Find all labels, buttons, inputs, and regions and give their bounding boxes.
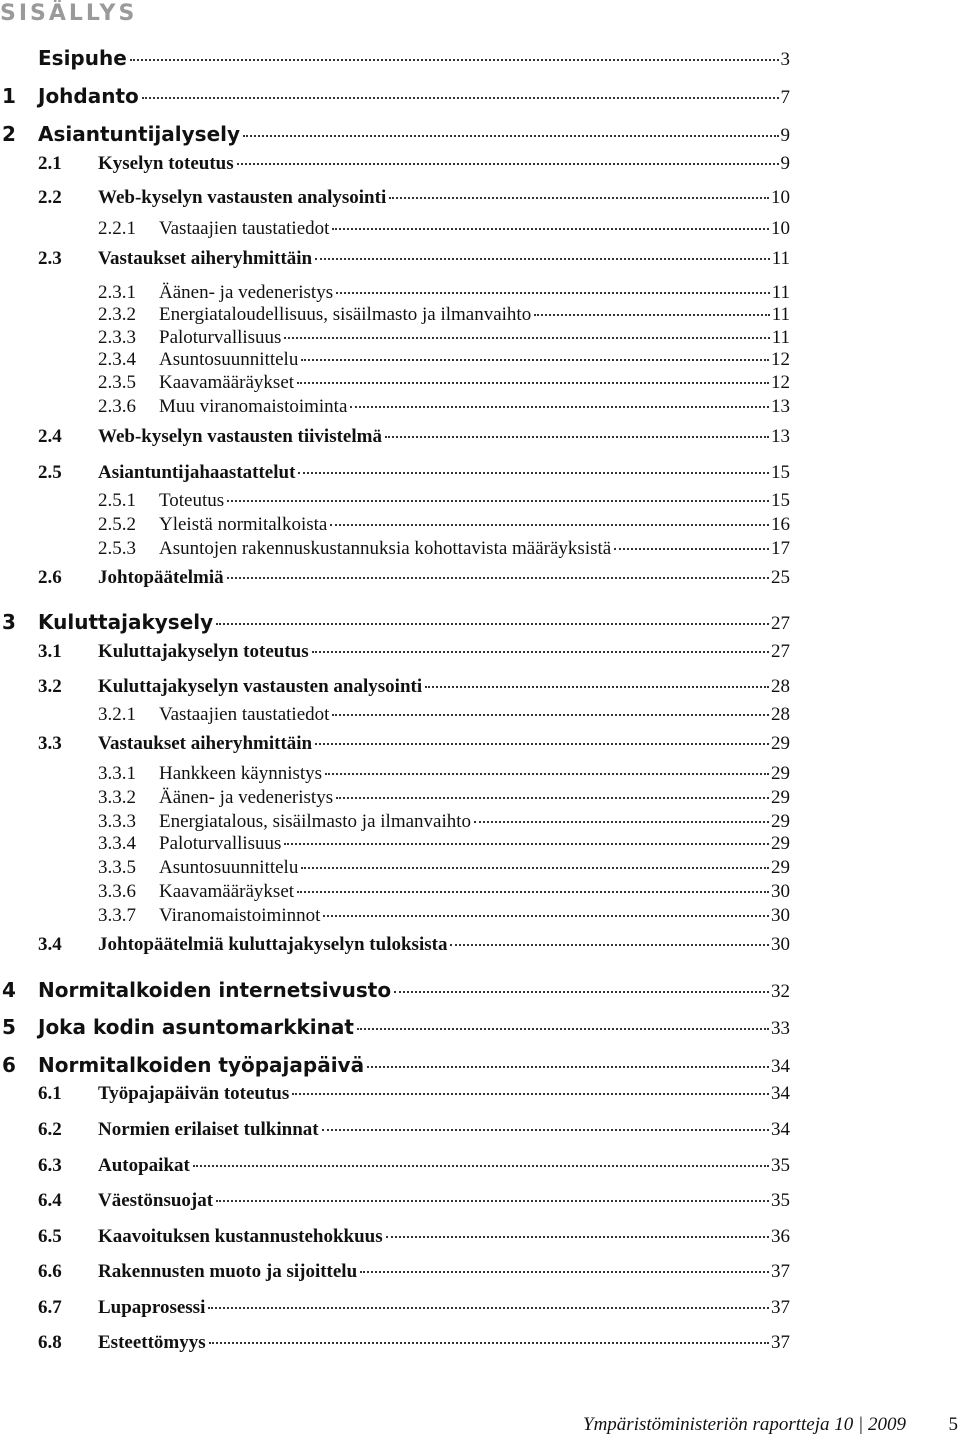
toc-entry-number: 2.5 [38,462,62,483]
toc-entry-title: Esipuhe [38,46,127,70]
dot-leader [243,135,778,137]
toc-entry-page: 11 [771,304,790,325]
dot-leader [284,337,769,339]
toc-entry-page: 11 [771,327,790,348]
dot-leader [322,1129,769,1131]
dot-leader [474,821,769,823]
toc-entry[interactable] [98,833,790,855]
dot-leader [389,197,769,199]
toc-entry[interactable] [38,248,790,270]
toc-entry-page: 27 [771,613,790,634]
toc-entry-page: 10 [771,187,790,208]
toc-entry-number: 6.7 [38,1297,62,1318]
toc-entry[interactable] [38,934,790,956]
toc-entry-title: Asuntosuunnittelu [159,857,299,878]
toc-entry-number: 2.3.3 [98,327,136,348]
toc-entry-page: 16 [771,514,790,535]
dot-leader [385,436,769,438]
toc-entry[interactable] [2,1015,790,1040]
toc-entry-number: 2.3.1 [98,282,136,303]
toc-entry-page: 11 [771,282,790,303]
toc-entry[interactable] [98,282,790,304]
dot-leader [292,1093,769,1095]
toc-entry-title: Energiatalous, sisäilmasto ja ilmanvaihto [159,811,472,832]
toc-entry-number: 3.4 [38,934,62,955]
toc-entry[interactable] [98,538,790,560]
toc-entry-page: 33 [771,1018,790,1039]
toc-entry-page: 10 [771,218,790,239]
toc-entry-page: 29 [771,763,790,784]
dot-leader [297,891,769,893]
toc-entry-title: Asiantuntijahaastattelut [98,462,296,483]
toc-entry-page: 30 [771,881,790,902]
toc-entry-title: Web-kyselyn vastausten tiivistelmä [98,426,382,447]
dot-leader [394,991,769,993]
toc-entry[interactable] [38,1226,790,1248]
dot-leader [336,797,769,799]
toc-entry[interactable] [38,733,790,755]
toc-entry[interactable] [98,787,790,809]
toc-entry-number: 6.8 [38,1332,62,1353]
toc-entry-page: 29 [771,811,790,832]
toc-entry-page: 37 [771,1261,790,1282]
toc-entry[interactable] [2,1053,790,1078]
toc-heading: SISÄLLYS [0,1,138,26]
toc-entry-title: Normitalkoiden työpajapäivä [38,1053,365,1077]
toc-entry-page: 9 [780,153,790,174]
toc-entry[interactable] [98,304,790,326]
toc-entry[interactable] [38,1083,790,1105]
page-footer [0,1414,960,1440]
toc-entry-number: 6.2 [38,1119,62,1140]
dot-leader [336,292,770,294]
toc-entry-number: 3.2 [38,676,62,697]
toc-entry-number: 2.5.2 [98,514,136,535]
toc-entry-title: Asiantuntijalysely [38,122,241,146]
toc-entry-title: Asuntojen rakennuskustannuksia kohottavista määräyksistä [159,538,612,559]
toc-entry-number: 2.3.4 [98,349,136,370]
toc-entry-page: 27 [771,641,790,662]
toc-entry-title: Paloturvallisuus [159,327,282,348]
toc-entry[interactable] [38,1261,790,1283]
dot-leader [130,59,779,61]
toc-entry-title: Joka kodin asuntomarkkinat [38,1015,354,1039]
toc-entry[interactable] [98,881,790,903]
toc-entry-title: Vastaukset aiheryhmittäin [98,248,313,269]
toc-entry-title: Toteutus [159,490,225,511]
toc-entry-page: 15 [771,490,790,511]
dot-leader [237,163,779,165]
toc-entry-page: 34 [771,1119,790,1140]
dot-leader [367,1066,769,1068]
toc-entry[interactable] [98,372,790,394]
toc-entry-number: 2.2.1 [98,218,136,239]
footer-page-number: 5 [948,1414,958,1435]
dot-leader [216,1200,769,1202]
toc-entry[interactable] [98,490,790,512]
dot-leader [312,651,769,653]
dot-leader [193,1165,769,1167]
toc-entry-number: 3.3.2 [98,787,136,808]
toc-entry-page: 11 [771,248,790,269]
toc-entry[interactable] [98,327,790,349]
toc-entry-number: 2.3.6 [98,396,136,417]
toc-entry-title: Muu viranomaistoiminta [159,396,348,417]
toc-entry-number: 2.3.5 [98,372,136,393]
toc-entry[interactable] [2,46,790,71]
toc-entry[interactable] [2,122,790,147]
dot-leader [332,228,769,230]
toc-entry-number: 6.4 [38,1190,62,1211]
toc-entry-page: 15 [771,462,790,483]
toc-entry-title: Väestönsuojat [98,1190,214,1211]
toc-entry-number: 6.3 [38,1155,62,1176]
toc-entry[interactable] [2,978,790,1003]
toc-entry-title: Vastaajien taustatiedot [159,218,330,239]
toc-entry-page: 37 [771,1332,790,1353]
toc-entry-number: 4 [2,978,16,1002]
dot-leader [534,314,770,316]
dot-leader [332,714,769,716]
toc-entry-number: 2.5.1 [98,490,136,511]
toc-entry[interactable] [38,567,790,589]
dot-leader [227,500,769,502]
toc-entry-title: Kyselyn toteutus [98,153,234,174]
toc-entry-page: 30 [771,905,790,926]
toc-entry-number: 3 [2,610,16,634]
dot-leader [209,1342,769,1344]
dot-leader [330,524,769,526]
toc-entry-title: Normien erilaiset tulkinnat [98,1119,319,1140]
toc-entry-title: Kuluttajakysely [38,610,214,634]
dot-leader [284,843,769,845]
toc-entry-number: 2.4 [38,426,62,447]
toc-entry-title: Normitalkoiden internetsivusto [38,978,392,1002]
toc-entry-number: 2.2 [38,187,62,208]
toc-entry-number: 2.3 [38,248,62,269]
toc-entry-page: 17 [771,538,790,559]
toc-entry-number: 6.5 [38,1226,62,1247]
toc-entry-page: 13 [771,396,790,417]
toc-entry-title: Äänen- ja vedeneristys [159,282,334,303]
toc-entry-page: 29 [771,833,790,854]
toc-entry-title: Kaavamääräykset [159,881,295,902]
toc-entry-number: 3.2.1 [98,704,136,725]
toc-entry-title: Kaavamääräykset [159,372,295,393]
toc-entry-number: 2.5.3 [98,538,136,559]
dot-leader [227,577,769,579]
toc-entry-number: 2.1 [38,153,62,174]
toc-entry-number: 3.3.5 [98,857,136,878]
toc-entry-title: Hankkeen käynnistys [159,763,323,784]
toc-entry-title: Kuluttajakyselyn toteutus [98,641,309,662]
toc-entry[interactable] [98,811,790,833]
toc-entry[interactable] [98,704,790,726]
toc-entry-title: Rakennusten muoto ja sijoittelu [98,1261,358,1282]
dot-leader [142,97,779,99]
toc-entry-title: Työpajapäivän toteutus [98,1083,290,1104]
toc-entry-page: 7 [780,87,790,108]
toc-entry-number: 3.3.7 [98,905,136,926]
toc-entry-title: Esteettömyys [98,1332,206,1353]
dot-leader [425,686,769,688]
toc-entry[interactable] [98,857,790,879]
toc-entry[interactable] [2,84,790,109]
toc-entry-title: Asuntosuunnittelu [159,349,299,370]
dot-leader [386,1236,769,1238]
footer-series: Ympäristöministeriön raportteja 10 | 2009 [583,1414,906,1435]
toc-entry-title: Energiataloudellisuus, sisäilmasto ja ilmanvaihto [159,304,532,325]
toc-entry[interactable] [38,676,790,698]
toc-entry-number: 6 [2,1053,16,1077]
toc-entry-page: 36 [771,1226,790,1247]
toc-entry-title: Lupaprosessi [98,1297,206,1318]
toc-entry-page: 13 [771,426,790,447]
toc-entry-page: 28 [771,676,790,697]
toc-entry-number: 3.3.6 [98,881,136,902]
toc-entry[interactable] [38,1297,790,1319]
toc-entry-title: Viranomaistoiminnot [159,905,321,926]
toc-entry-title: Johtopäätelmiä [98,567,224,588]
toc-entry[interactable] [38,187,790,209]
toc-entry-page: 37 [771,1297,790,1318]
toc-entry-page: 3 [780,49,790,70]
toc-entry-page: 29 [771,857,790,878]
toc-entry-page: 35 [771,1155,790,1176]
toc-entry-number: 2.3.2 [98,304,136,325]
toc-entry-title: Yleistä normitalkoista [159,514,328,535]
toc-entry[interactable] [38,153,790,175]
toc-entry-title: Kaavoituksen kustannustehokkuus [98,1226,383,1247]
toc-entry-page: 35 [771,1190,790,1211]
toc-entry-title: Vastaajien taustatiedot [159,704,330,725]
dot-leader [208,1307,769,1309]
dot-leader [325,773,769,775]
toc-entry-title: Autopaikat [98,1155,190,1176]
toc-entry-number: 3.3.4 [98,833,136,854]
toc-entry[interactable] [2,610,790,635]
toc-entry[interactable] [98,218,790,240]
dot-leader [216,623,769,625]
toc-entry[interactable] [98,905,790,927]
toc-entry-number: 2 [2,122,16,146]
toc-entry-number: 2.6 [38,567,62,588]
toc-entry[interactable] [98,349,790,371]
dot-leader [301,867,769,869]
toc-entry-page: 32 [771,981,790,1002]
toc-entry-page: 9 [780,125,790,146]
toc-entry-page: 25 [771,567,790,588]
toc-entry[interactable] [38,426,790,448]
toc-entry-number: 5 [2,1015,16,1039]
toc-entry[interactable] [38,1332,790,1354]
toc-entry-title: Paloturvallisuus [159,833,282,854]
toc-entry-page: 29 [771,733,790,754]
toc-entry-page: 30 [771,934,790,955]
toc-entry-title: Web-kyselyn vastausten analysointi [98,187,387,208]
toc-entry[interactable] [38,1190,790,1212]
toc-entry-title: Äänen- ja vedeneristys [159,787,334,808]
toc-entry-number: 6.1 [38,1083,62,1104]
toc-entry-number: 1 [2,84,16,108]
toc-entry-title: Johdanto [38,84,139,108]
toc-entry-title: Vastaukset aiheryhmittäin [98,733,313,754]
toc-entry-page: 34 [771,1083,790,1104]
toc-entry-number: 3.1 [38,641,62,662]
dot-leader [614,548,769,550]
toc-entry[interactable] [98,763,790,785]
toc-entry[interactable] [98,396,790,418]
toc-entry-title: Johtopäätelmiä kuluttajakyselyn tuloksista [98,934,448,955]
toc-entry-page: 29 [771,787,790,808]
toc-entry-number: 3.3.1 [98,763,136,784]
toc-entry[interactable] [38,462,790,484]
dot-leader [450,944,769,946]
toc-entry-page: 12 [771,349,790,370]
toc-entry-page: 12 [771,372,790,393]
dot-leader [357,1028,769,1030]
toc-entry-number: 6.6 [38,1261,62,1282]
dot-leader [298,472,769,474]
toc-entry[interactable] [38,1119,790,1141]
toc-entry-title: Kuluttajakyselyn vastausten analysointi [98,676,423,697]
dot-leader [301,359,769,361]
toc-entry[interactable] [38,641,790,663]
dot-leader [297,382,769,384]
toc-entry-number: 3.3.3 [98,811,136,832]
toc-entry-page: 34 [771,1056,790,1077]
toc-entry[interactable] [38,1155,790,1177]
toc-entry[interactable] [98,514,790,536]
dot-leader [315,743,769,745]
toc-entry-page: 28 [771,704,790,725]
toc-entry-number: 3.3 [38,733,62,754]
dot-leader [315,258,770,260]
dot-leader [323,915,769,917]
dot-leader [360,1271,769,1273]
dot-leader [350,406,769,408]
